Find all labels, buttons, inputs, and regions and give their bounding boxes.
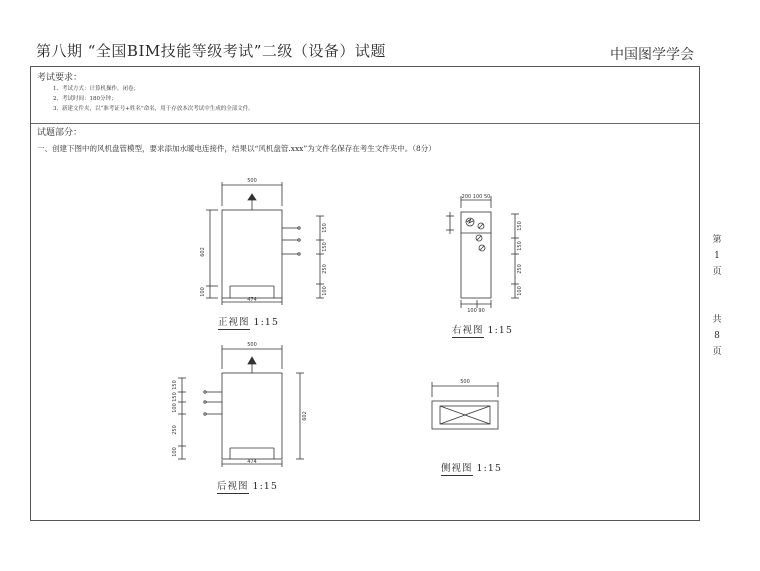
dimension-label: 150 [322,223,328,233]
dimension-label: 250 [322,264,328,274]
back-dim-bottom: 474 [247,459,257,465]
organization-name: 中国图学学会 [610,47,694,63]
right-dim-top: 200 100 50 [461,194,491,200]
dimension-label: 100 [517,286,523,296]
right-view-caption: 右视图 1:15 [452,325,513,336]
back-view-caption: 后视图 1:15 [217,481,278,492]
dimension-label: 150 [517,221,523,231]
dimension-label: 150 [322,242,328,252]
right-view-body [461,212,491,298]
dimension-label: 100 [322,286,328,296]
front-view-body [222,210,282,298]
back-dim-top: 500 [247,342,257,348]
back-view-drawing [178,345,304,467]
side-view-drawing [432,382,498,429]
dimension-label: 100 [172,403,178,413]
front-dim-top: 500 [247,178,257,184]
dimension-label: 250 [517,264,523,274]
requirements-heading: 考试要求： [37,73,83,83]
requirement-item: 3、新建文件夹，以“准考证号+姓名”命名，用于存放本次考试中生成的全部文件。 [53,106,254,112]
page-current-indicator: 第 1 页 [712,235,722,277]
front-dim-left-base: 100 [200,287,206,297]
front-view-drawing [206,182,324,305]
front-dim-bottom: 474 [247,297,257,303]
front-dim-left-height: 602 [200,247,206,257]
dimension-label: 150 [172,380,178,390]
question-1-text: 一、创建下图中的风机盘管模型，要求添加水暖电连接件，结果以“风机盘管.xxx”为文件名保存在考生文件夹中。（8分） [37,144,436,153]
page-total-indicator: 共 8 页 [712,315,722,357]
front-view-caption: 正视图 1:15 [218,317,279,328]
right-dim-bottom: 100 90 [467,308,485,314]
back-view-body [222,373,282,459]
right-view-drawing [446,196,519,308]
dimension-label: 100 [172,447,178,457]
dimension-label: 250 [172,425,178,435]
side-view-caption: 侧视图 1:15 [441,463,502,474]
dimension-label: 150 [172,392,178,402]
section-heading: 试题部分： [37,128,83,138]
document-title: 第八期 “全国BIM技能等级考试”二级（设备）试题 [36,42,386,60]
dimension-label: 150 [517,241,523,251]
back-dim-right: 602 [302,411,308,421]
requirement-item: 2、考试时间：180分钟； [53,96,117,102]
side-dim-top: 500 [460,379,470,385]
requirement-item: 1、考试方式：计算机操作，闭卷； [53,86,140,92]
